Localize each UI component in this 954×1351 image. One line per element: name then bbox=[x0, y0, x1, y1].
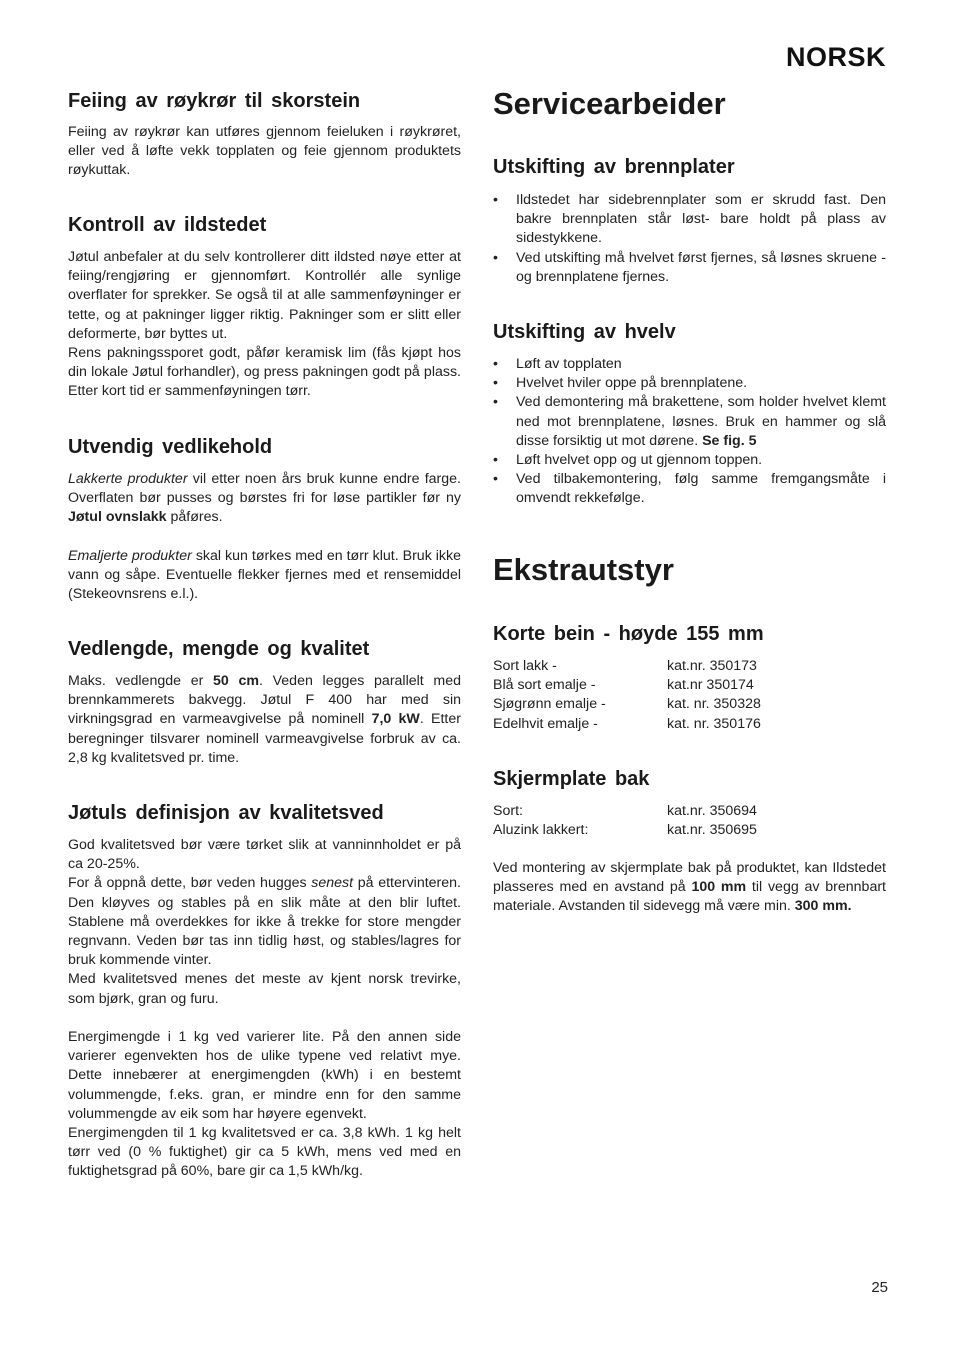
section-title-feiing: Feiing av røykrør til skorstein bbox=[68, 90, 361, 112]
list-item: • Ved utskifting må hvelvet først fjernes, så løsnes skruene - og brennplatene fjernes. bbox=[493, 249, 886, 287]
brennplater-list bbox=[493, 191, 886, 287]
list-item: • Ildstedet har sidebrennplater som er skrudd fast. Den bakre brennplaten står løst- bare holdt på plass av sidestykkene. bbox=[493, 191, 886, 249]
ovnslakk-label: Jøtul ovnslakk bbox=[68, 509, 167, 526]
kvalitetsved-p1: God kvalitetsved bør være tørket slik at vanninnholdet er på ca 20-25%. bbox=[68, 837, 461, 873]
skjermplate-text bbox=[493, 859, 886, 917]
utvendig-p1-c: påføres. bbox=[166, 509, 223, 526]
list-item: • Løft av topplaten bbox=[493, 355, 886, 374]
korte-bein-table bbox=[493, 657, 886, 734]
kvalitetsved-p2-a: For å oppnå dette, bør veden hugges bbox=[68, 875, 312, 892]
heading-ekstrautstyr: Ekstrautstyr bbox=[493, 552, 674, 587]
section-title-brennplater: Utskifting av brennplater bbox=[493, 156, 735, 178]
list-item: • Hvelvet hviler oppe på brennplatene. bbox=[493, 374, 886, 393]
row-value: kat.nr. 350695 bbox=[667, 822, 757, 839]
section-title-skjermplate: Skjermplate bak bbox=[493, 768, 650, 790]
row-value: kat.nr. 350173 bbox=[667, 658, 757, 674]
kontroll-p2: Rens pakningssporet godt, påfør keramisk lim (fås kjøpt hos din lokale Jøtul forhandler), og press pakningen godt på plass. Etter kort tid er sammenføyningen tørr. bbox=[68, 345, 461, 400]
skjermplate-distance: 100 mm bbox=[691, 879, 747, 896]
kvalitetsved-p2-b: på ettervinteren. Den kløyves og stables på en slik måte at den blir luftet. Stablene må overdekkes for ikke å trekke for store mengder regnvann. Veden bør tas inn tidlig høst, og stables/lagres for bruk kommende vinter. bbox=[68, 875, 461, 969]
kontroll-text bbox=[68, 248, 461, 402]
energimengde-p1: Energimengde i 1 kg ved varierer lite. På den annen side varierer egenvekten hos de ulike typene ved relativt mye. Dette innebærer at energimengden (kWh) i en bestemt volummengde, f.eks. gran, er mindre enn for den samme volummengde av eik som har høyere egenvekt. bbox=[68, 1029, 461, 1122]
section-title-korte-bein: Korte bein - høyde 155 mm bbox=[493, 623, 764, 645]
row-label: Sort lakk - bbox=[493, 658, 557, 674]
language-label: NORSK bbox=[785, 42, 886, 72]
row-label: Sjøgrønn emalje - bbox=[493, 696, 606, 713]
kvalitetsved-p3: Med kvalitetsved menes det meste av kjent norsk trevirke, som bjørk, gran og furu. bbox=[68, 971, 461, 1007]
row-label: Blå sort emalje - bbox=[493, 677, 596, 694]
skjermplate-table bbox=[493, 802, 886, 840]
table-row bbox=[493, 695, 886, 714]
row-label: Edelhvit emalje - bbox=[493, 715, 598, 732]
vedlengde-max: 50 cm bbox=[213, 673, 259, 689]
skjermplate-t1: Ved montering av skjermplate bak på produktet, kan Ildstedet plasseres med en avstand på bbox=[493, 860, 886, 896]
utvendig-p1-a: vil etter noen års bruk kunne endre farge. Overflaten bør pusses og børstes fri for løse partikler før ny bbox=[68, 471, 462, 507]
vedlengde-t3: . Etter beregninger tilsvarer nominell varmeavgivelse forbruk av ca. 2,8 kg kvalitetsved pr. time. bbox=[68, 711, 461, 766]
utvendig-p1 bbox=[68, 470, 461, 528]
heading-servicearbeider: Servicearbeider bbox=[493, 86, 726, 121]
list-item: • Ved tilbakemontering, følg samme fremgangsmåte i omvendt rekkefølge. bbox=[493, 470, 886, 508]
table-row bbox=[493, 821, 886, 840]
kvalitetsved-p2-i: senest bbox=[311, 875, 354, 892]
page-number: 25 bbox=[871, 1279, 888, 1296]
vedlengde-t2: . Veden legges parallelt med brennkammerets bakvegg. Jøtul F 400 har med sin virkningsgrad en varmeavgivelse på nominell bbox=[68, 673, 462, 728]
energimengde-p2: Energimengden til 1 kg kvalitetsved er ca. 3,8 kWh. 1 kg helt tørr ved (0 % fuktighet) gir ca 5 kWh, mens ved med en fuktighetsgrad på 60%, bare gir ca 1,5 kWh/kg. bbox=[68, 1125, 461, 1180]
section-title-utvendig: Utvendig vedlikehold bbox=[68, 436, 273, 458]
energimengde-text bbox=[68, 1028, 461, 1182]
row-value: kat. nr. 350328 bbox=[667, 696, 761, 713]
feiing-text: Feiing av røykrør kan utføres gjennom feieluken i røykrøret, eller ved å løfte vekk topplaten og feie gjennom produktets røykuttak. bbox=[68, 124, 461, 179]
row-value: kat.nr. 350694 bbox=[667, 803, 757, 819]
hvelv-item-text: Ved demontering må brakettene, som holder hvelvet klemt ned mot brennplatene, løsnes. Bruk en hammer og slå disse forsiktig ut mot dørene. bbox=[516, 394, 886, 449]
vedlengde-text bbox=[68, 672, 461, 768]
utvendig-p2-a: skal kun tørkes med en tørr klut. Bruk ikke vann og såpe. Eventuelle flekker fjernes med et rensemiddel (Stekeovnsrens e.l.). bbox=[68, 548, 461, 603]
section-title-kontroll: Kontroll av ildstedet bbox=[68, 214, 267, 236]
table-row bbox=[493, 715, 886, 734]
fig-reference: Se fig. 5 bbox=[702, 432, 757, 449]
kontroll-p1: Jøtul anbefaler at du selv kontrollerer ditt ildsted nøye etter at feiing/rengjøring er gjennomført. Kontrollér alle synlige overflater for sprekker. Se også til at alle sammenføyninger er tette, og at pakninger ligger riktig. Pakninger som er slitt eller deformerte, bør byttes ut. bbox=[68, 249, 461, 342]
list-item: • Løft hvelvet opp og ut gjennom toppen. bbox=[493, 451, 886, 470]
emaljerte-label: Emaljerte produkter bbox=[68, 548, 192, 564]
utvendig-p2 bbox=[68, 547, 461, 605]
list-item bbox=[493, 393, 886, 451]
row-label: Aluzink lakkert: bbox=[493, 822, 589, 839]
row-value: kat.nr 350174 bbox=[667, 677, 754, 694]
section-title-hvelv: Utskifting av hvelv bbox=[493, 321, 676, 343]
vedlengde-t1: Maks. vedlengde er bbox=[68, 673, 213, 689]
section-title-kvalitetsved: Jøtuls definisjon av kvalitetsved bbox=[68, 802, 384, 824]
lakkerte-label: Lakkerte produkter bbox=[68, 471, 188, 487]
vedlengde-effect: 7,0 kW bbox=[371, 711, 420, 728]
table-row bbox=[493, 657, 886, 676]
skjermplate-min: 300 mm. bbox=[794, 898, 852, 915]
skjermplate-t2: til vegg av brennbart materiale. Avstanden til sidevegg må være min. bbox=[493, 879, 887, 915]
table-row bbox=[493, 802, 886, 821]
hvelv-list bbox=[493, 355, 886, 509]
row-value: kat. nr. 350176 bbox=[667, 715, 761, 732]
row-label: Sort: bbox=[493, 803, 523, 819]
section-title-vedlengde: Vedlengde, mengde og kvalitet bbox=[68, 638, 370, 660]
kvalitetsved-text bbox=[68, 836, 461, 1009]
table-row bbox=[493, 676, 886, 695]
